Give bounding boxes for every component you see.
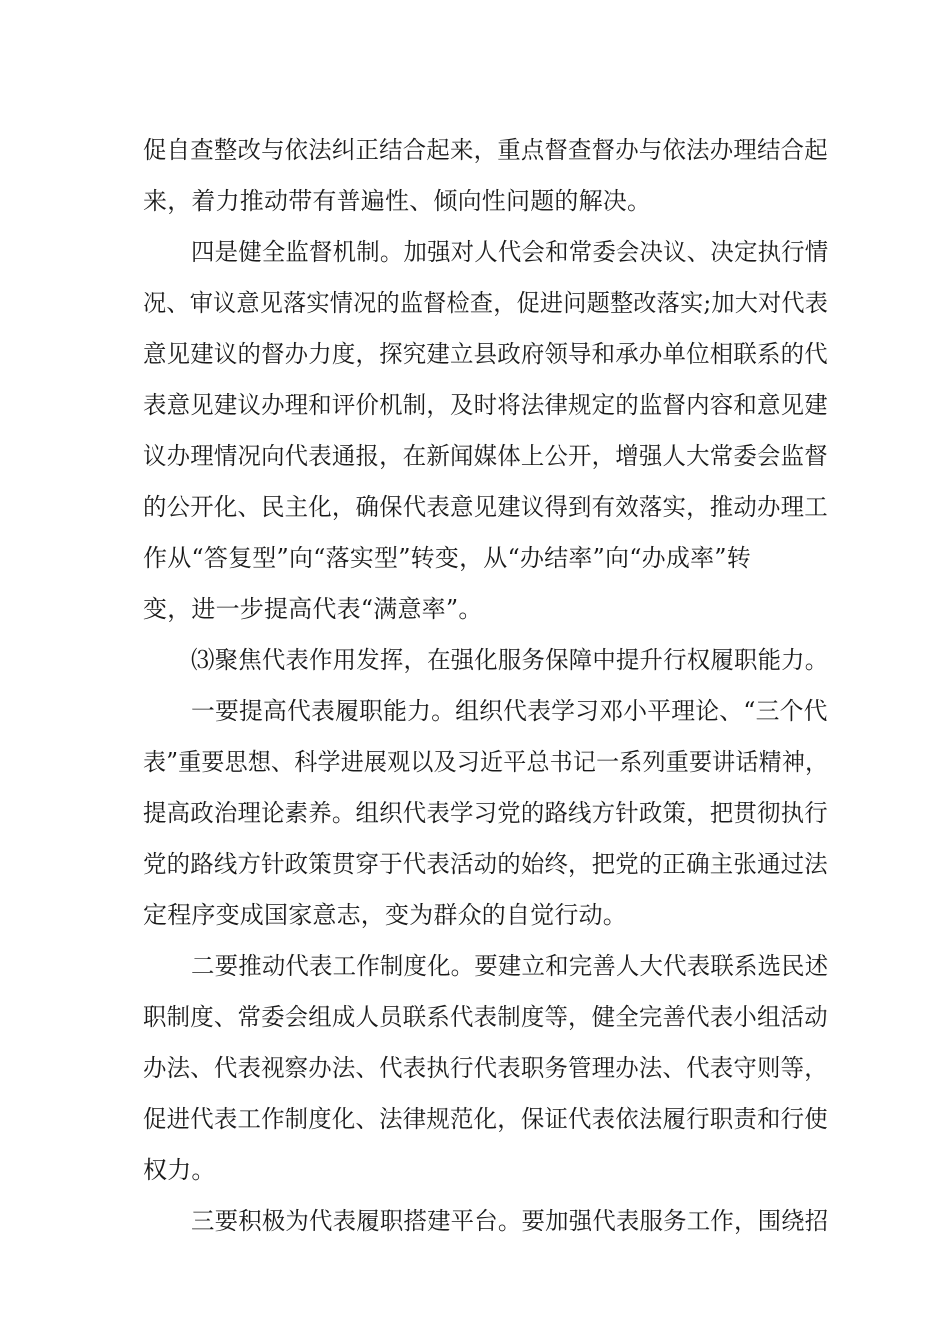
text-line: 职制度、常委会组成人员联系代表制度等，健全完善代表小组活动 (143, 1003, 828, 1031)
paragraph-first-line: 一要提高代表履职能力。组织代表学习邓小平理论、“三个代 (191, 697, 828, 725)
text-line: 表”重要思想、科学进展观以及习近平总书记一系列重要讲话精神， (143, 748, 829, 776)
text-line: 权力。 (143, 1156, 216, 1184)
paragraph-first-line: 二要推动代表工作制度化。要建立和完善人大代表联系选民述 (191, 952, 829, 980)
text-line: 党的路线方针政策贯穿于代表活动的始终，把党的正确主张通过法 (143, 850, 828, 878)
text-line: 表意见建议办理和评价机制，及时将法律规定的监督内容和意见建 (143, 391, 828, 419)
text-line: 的公开化、民主化，确保代表意见建议得到有效落实，推动办理工 (143, 493, 828, 521)
section-heading: ⑶聚焦代表作用发挥，在强化服务保障中提升行权履职能力。 (191, 646, 829, 674)
text-line: 变，进一步提高代表“满意率”。 (143, 595, 483, 623)
paragraph-first-line: 四是健全监督机制。加强对人代会和常委会决议、决定执行情 (191, 238, 829, 266)
paragraph-first-line: 三要积极为代表履职搭建平台。要加强代表服务工作，围绕招 (191, 1207, 829, 1235)
text-line: 促自查整改与依法纠正结合起来，重点督查督办与依法办理结合起 (143, 136, 828, 164)
text-line: 议办理情况向代表通报，在新闻媒体上公开，增强人大常委会监督 (143, 442, 828, 470)
text-line: 办法、代表视察办法、代表执行代表职务管理办法、代表守则等， (143, 1054, 828, 1082)
text-line: 作从“答复型”向“落实型”转变，从“办结率”向“办成率”转 (143, 544, 751, 572)
text-line: 来，着力推动带有普遍性、倾向性问题的解决。 (143, 187, 652, 215)
text-line: 意见建议的督办力度，探究建立县政府领导和承办单位相联系的代 (143, 340, 828, 368)
text-line: 况、审议意见落实情况的监督检查，促进问题整改落实;加大对代表 (143, 289, 829, 317)
text-line: 促进代表工作制度化、法律规范化，保证代表依法履行职责和行使 (143, 1105, 828, 1133)
text-line: 定程序变成国家意志，变为群众的自觉行动。 (143, 901, 627, 929)
text-line: 提高政治理论素养。组织代表学习党的路线方针政策，把贯彻执行 (143, 799, 828, 827)
